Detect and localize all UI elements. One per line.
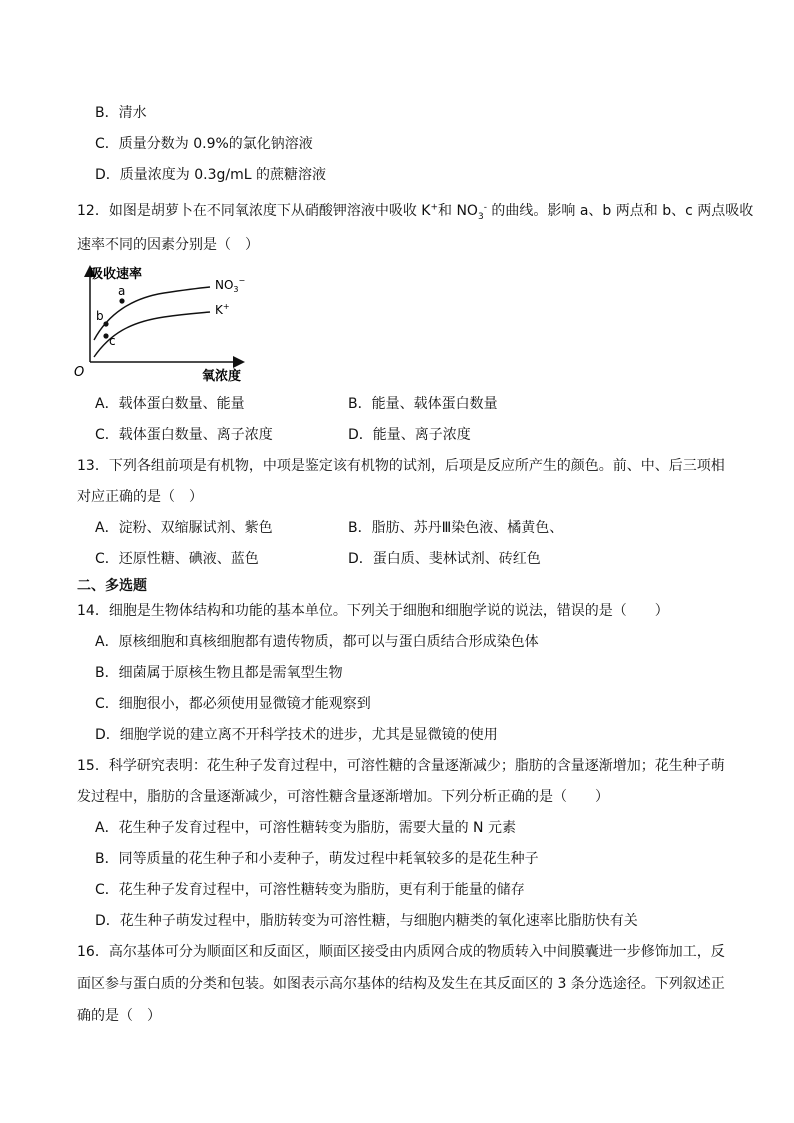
q16-stem-line2: 面区参与蛋白质的分类和包装。如图表示高尔基体的结构及发生在其反面区的 3 条分选途径。下列叙述正 — [77, 976, 725, 992]
point-c — [103, 333, 108, 338]
section-heading-multi-choice: 二、多选题 — [77, 578, 147, 594]
k-label: K+ — [215, 302, 230, 317]
q12-option-d: D．能量、离子浓度 — [348, 427, 471, 443]
q13-option-c: C．还原性糖、碘液、蓝色 — [95, 551, 259, 567]
q15-option-a: A．花生种子发育过程中，可溶性糖转变为脂肪，需要大量的 N 元素 — [95, 820, 516, 836]
q13-option-a: A．淀粉、双缩脲试剂、紫色 — [95, 520, 273, 536]
no3-label: $NO_3^-$ — [215, 276, 246, 294]
q15-option-b: B．同等质量的花生种子和小麦种子，萌发过程中耗氧较多的是花生种子 — [95, 851, 539, 867]
q13-stem-line2: 对应正确的是（ ） — [77, 489, 203, 505]
q14-option-d: D．细胞学说的建立离不开科学技术的进步，尤其是显微镜的使用 — [95, 727, 498, 743]
q12-absorption-graph — [72, 262, 262, 387]
q12-stem-line1: 12．如图是胡萝卜在不同氧浓度下从硝酸钾溶液中吸收 K+和 $NO_3^-$ 的曲线。影响 a、b 两点和 b、c 两点吸收 — [77, 202, 754, 222]
q12-stem-line2: 速率不同的因素分别是（ ） — [77, 237, 259, 253]
q13-stem-line1: 13．下列各组前项是有机物，中项是鉴定该有机物的试剂，后项是反应所产生的颜色。前、中、后三项相 — [77, 458, 725, 474]
q15-stem-line2: 发过程中，脂肪的含量逐渐减少，可溶性糖含量逐渐增加。下列分析正确的是（ ） — [77, 789, 609, 805]
q13-option-b: B．脂肪、苏丹Ⅲ染色液、橘黄色、 — [348, 520, 564, 536]
q15-stem-line1: 15．科学研究表明：花生种子发育过程中，可溶性糖的含量逐渐减少；脂肪的含量逐渐增加；花生种子萌 — [77, 758, 725, 774]
q14-option-c: C．细胞很小，都必须使用显微镜才能观察到 — [95, 696, 371, 712]
q11-option-b: B．清水 — [95, 105, 147, 121]
x-axis-label: 氧浓度 — [202, 369, 242, 384]
q11-option-c: C．质量分数为 0.9%的氯化钠溶液 — [95, 136, 313, 152]
q15-option-d: D．花生种子萌发过程中，脂肪转变为可溶性糖，与细胞内糖类的氧化速率比脂肪快有关 — [95, 913, 638, 929]
q16-stem-line3: 确的是（ ） — [77, 1008, 161, 1024]
q13-option-d: D．蛋白质、斐林试剂、砖红色 — [348, 551, 541, 567]
point-b-label: b — [96, 309, 104, 323]
q15-option-c: C．花生种子发育过程中，可溶性糖转变为脂肪，更有利于能量的储存 — [95, 882, 525, 898]
q11-option-d: D．质量浓度为 0.3g/mL 的蔗糖溶液 — [95, 167, 326, 183]
origin-label: O — [74, 365, 85, 380]
q14-stem: 14．细胞是生物体结构和功能的基本单位。下列关于细胞和细胞学说的说法，错误的是（ ） — [77, 603, 669, 619]
q14-option-b: B．细菌属于原核生物且都是需氧型生物 — [95, 665, 343, 681]
point-b — [103, 321, 108, 326]
q12-option-c: C．载体蛋白数量、离子浓度 — [95, 427, 273, 443]
point-c-label: c — [109, 334, 116, 348]
q16-stem-line1: 16．高尔基体可分为顺面区和反面区，顺面区接受由内质网合成的物质转入中间膜囊进一步修饰加工，反 — [77, 944, 725, 960]
point-a-label: a — [118, 284, 126, 298]
point-a — [119, 298, 124, 303]
q12-option-b: B．能量、载体蛋白数量 — [348, 396, 498, 412]
y-axis-label: 吸收速率 — [90, 267, 143, 282]
q14-option-a: A．原核细胞和真核细胞都有遗传物质，都可以与蛋白质结合形成染色体 — [95, 634, 539, 650]
q12-option-a: A．载体蛋白数量、能量 — [95, 396, 245, 412]
